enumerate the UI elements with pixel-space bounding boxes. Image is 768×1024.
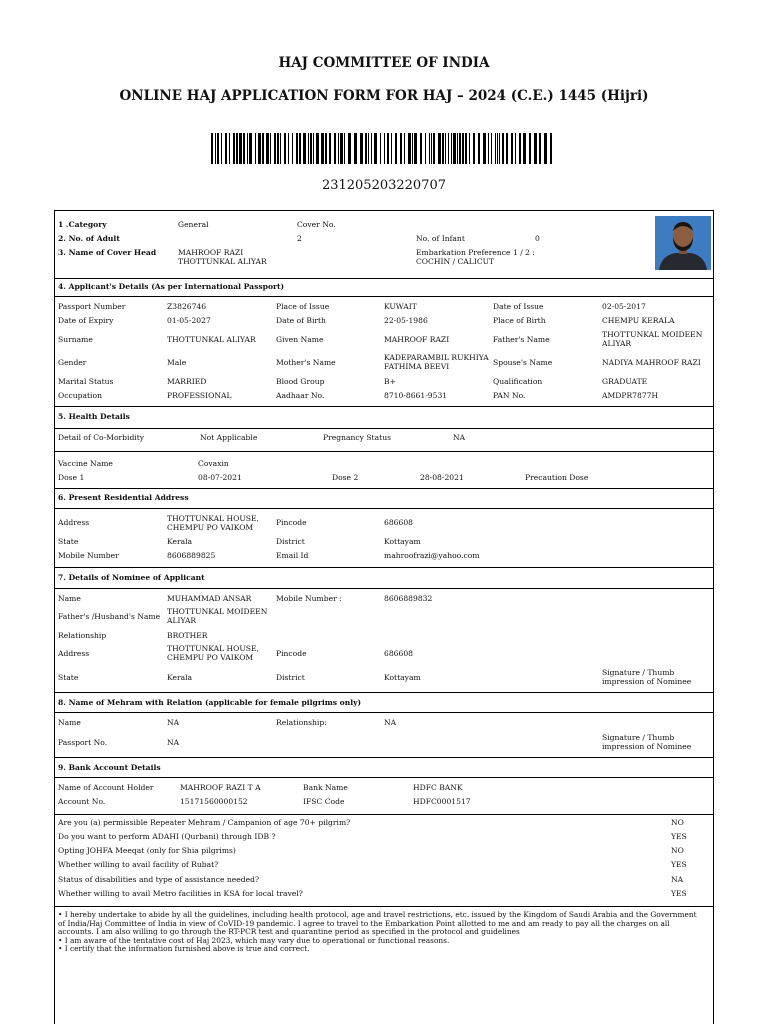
nominee-relation-label: Relationship [58,631,107,640]
divider [55,488,713,489]
cover-head-label: 3. Name of Cover Head [58,248,157,257]
nominee-signature-line2: impression of Nominee [602,677,692,686]
infant-value: 0 [535,234,540,243]
dose1-label: Dose 1 [58,473,85,482]
divider [55,508,713,509]
divider [55,428,713,429]
answer-2: YES [671,832,687,841]
mehram-relation-label: Relationship: [276,718,327,727]
address-label: Address [58,518,90,527]
declaration-line-1: • I hereby undertake to abide by all the guidelines, including health protocol, age and travel restrictions, etc. issued by the Kingdom of Saudi Arabia and the Government of India/Haj Committee of India in view of CoVID-19 pandemic. I agree to travel to the Embarkation Point allotted to me and am ready to pay all the charges on all accounts. I am also willing to go through the RT-PCR test and quarantine period as specified in the protocol and guidelines [58,910,697,937]
state-label: State [58,537,79,546]
adult-value: 2 [297,234,302,243]
nominee-father-line2: ALIYAR [167,616,197,625]
pregnancy-label: Pregnancy Status [323,433,391,442]
occupation-value: PROFESSIONAL [167,391,232,400]
mehram-section-title: 8. Name of Mehram with Relation (applicable for female pilgrims only) [58,698,362,707]
divider [55,588,713,589]
spouse-label: Spouse's Name [493,358,553,367]
aadhaar-label: Aadhaar No. [276,391,325,400]
divider [55,692,713,693]
vaccine-value: Covaxin [198,459,229,468]
mehram-name-value: NA [167,718,180,727]
declaration-line-2: • I am aware of the tentative cost of Haj 2023, which may vary due to operational or functional reasons. [58,935,450,945]
given-name-value: MAHROOF RAZI [384,335,450,344]
qualification-value: GRADUATE [602,377,648,386]
account-no-value: 15171560000152 [180,797,248,806]
expiry-value: 01-05-2027 [167,316,211,325]
vaccine-label: Vaccine Name [58,459,113,468]
blood-value: B+ [384,377,396,386]
expiry-label: Date of Expiry [58,316,114,325]
email-label: Email Id [276,551,309,560]
question-5: Status of disabilities and type of assistance needed? [58,875,260,884]
pincode-value: 686608 [384,518,413,527]
email-value: mahroofrazi@yahoo.com [384,551,480,560]
ifsc-label: IFSC Code [303,797,345,806]
qualification-label: Qualification [493,377,543,386]
divider [55,567,713,568]
mehram-relation-value: NA [384,718,397,727]
nominee-signature-line1: Signature / Thumb [602,668,675,677]
declaration [58,911,706,954]
declaration-line-3: • I certify that the information furnished above is true and correct. [58,944,310,954]
account-holder-label: Name of Account Holder [58,783,154,792]
nominee-name-value: MUHAMMAD ANSAR [167,594,252,603]
answer-5: NA [671,875,684,884]
cover-head-line2: THOTTUNKAL ALIYAR [178,257,267,266]
embarkation-label: Embarkation Preference 1 / 2 : [416,248,535,257]
divider [55,814,713,815]
category-label: 1 .Category [58,220,107,229]
account-no-label: Account No. [58,797,106,806]
dose2-label: Dose 2 [332,473,359,482]
passport-no-label: Passport Number [58,302,126,311]
divider [55,906,713,907]
gender-label: Gender [58,358,87,367]
pregnancy-value: NA [453,433,466,442]
pan-label: PAN No. [493,391,526,400]
mehram-signature-line2: impression of Nominee [602,742,692,751]
nominee-district-label: District [276,673,305,682]
residence-section-title: 6. Present Residential Address [58,493,189,502]
nominee-name-label: Name [58,594,81,603]
answer-6: YES [671,889,687,898]
divider [55,712,713,713]
nominee-relation-value: BROTHER [167,631,208,640]
answer-4: YES [671,860,687,869]
mother-label: Mother's Name [276,358,336,367]
divider [55,278,713,279]
applicant-photo [655,216,711,270]
adult-label: 2. No. of Adult [58,234,120,243]
nominee-address-label: Address [58,649,90,658]
divider [55,406,713,407]
mobile-value: 8606889825 [167,551,216,560]
barcode [211,133,555,164]
mehram-passport-label: Passport No. [58,738,108,747]
father-line1: THOTTUNKAL MOIDEEN [602,330,703,339]
district-value: Kottayam [384,537,421,546]
marital-label: Marital Status [58,377,114,386]
blood-label: Blood Group [276,377,325,386]
state-value: Kerala [167,537,193,546]
bank-name-label: Bank Name [303,783,348,792]
answer-1: NO [671,818,684,827]
ifsc-value: HDFC0001517 [413,797,471,806]
comorbidity-label: Detail of Co-Morbidity [58,433,145,442]
divider [55,757,713,758]
infant-label: No. of Infant [416,234,465,243]
pob-value: CHEMPU KERALA [602,316,675,325]
date-issue-label: Date of Issue [493,302,544,311]
health-section-title: 5. Health Details [58,412,130,421]
precaution-label: Precaution Dose [525,473,589,482]
pob-label: Place of Birth [493,316,546,325]
org-title: HAJ COMMITTEE OF INDIA [278,55,490,71]
mother-line2: FATHIMA BEEVI [384,362,450,371]
father-line2: ALIYAR [602,339,632,348]
nominee-address-line2: CHEMPU PO VAIKOM [167,653,254,662]
bank-name-value: HDFC BANK [413,783,463,792]
question-2: Do you want to perform ADAHI (Qurbani) through IDB ? [58,832,276,841]
place-issue-value: KUWAIT [384,302,417,311]
nominee-mobile-value: 8606889832 [384,594,433,603]
question-4: Whether willing to avail facility of Rubat? [58,860,219,869]
nominee-section-title: 7. Details of Nominee of Applicant [58,573,205,582]
place-issue-label: Place of Issue [276,302,330,311]
bank-section-title: 9. Bank Account Details [58,763,161,772]
nominee-state-label: State [58,673,79,682]
pincode-label: Pincode [276,518,307,527]
mobile-label: Mobile Number [58,551,119,560]
nominee-district-value: Kottayam [384,673,421,682]
comorbidity-value: Not Applicable [200,433,258,442]
dob-value: 22-05-1986 [384,316,428,325]
occupation-label: Occupation [58,391,102,400]
surname-label: Surname [58,335,93,344]
divider [55,451,713,452]
father-label: Father's Name [493,335,550,344]
nominee-father-line1: THOTTUNKAL MOIDEEN [167,607,268,616]
cover-head-line1: MAHROOF RAZI [178,248,244,257]
question-1: Are you (a) permissible Repeater Mehram / Campanion of age 70+ pilgrim? [58,818,351,827]
answer-3: NO [671,846,684,855]
address-line2: CHEMPU PO VAIKOM [167,523,254,532]
nominee-father-label: Father's /Husband's Name [58,612,161,621]
aadhaar-value: 8710-8661-9531 [384,391,448,400]
dob-label: Date of Birth [276,316,326,325]
dose2-value: 28-08-2021 [420,473,464,482]
nominee-pincode-value: 686608 [384,649,413,658]
spouse-value: NADIYA MAHROOF RAZI [602,358,701,367]
form-title: ONLINE HAJ APPLICATION FORM FOR HAJ – 2024 (C.E.) 1445 (Hijri) [119,88,649,104]
mother-line1: KADEPARAMBIL RUKHIYA [384,353,489,362]
address-line1: THOTTUNKAL HOUSE, [167,514,259,523]
nominee-state-value: Kerala [167,673,193,682]
passport-no-value: Z3826746 [167,302,207,311]
mehram-signature-line1: Signature / Thumb [602,733,675,742]
mehram-passport-value: NA [167,738,180,747]
question-3: Opting JOHFA Meeqat (only for Shia pilgrims) [58,846,236,855]
nominee-pincode-label: Pincode [276,649,307,658]
nominee-mobile-label: Mobile Number : [276,594,342,603]
given-name-label: Given Name [276,335,324,344]
gender-value: Male [167,358,187,367]
applicant-section-title: 4. Applicant's Details (As per International Passport) [58,282,285,291]
date-issue-value: 02-05-2017 [602,302,646,311]
question-6: Whether willing to avail Metro facilities in KSA for local travel? [58,889,303,898]
cover-no-label: Cover No. [297,220,336,229]
pan-value: AMDPR7877H [602,391,659,400]
divider [55,777,713,778]
nominee-address-line1: THOTTUNKAL HOUSE, [167,644,259,653]
marital-value: MARRIED [167,377,207,386]
category-value: General [178,220,209,229]
embarkation-value: COCHIN / CALICUT [416,257,495,266]
dose1-value: 08-07-2021 [198,473,242,482]
divider [55,296,713,297]
account-holder-value: MAHROOF RAZI T A [180,783,261,792]
surname-value: THOTTUNKAL ALIYAR [167,335,256,344]
mehram-name-label: Name [58,718,81,727]
district-label: District [276,537,305,546]
application-number: 231205203220707 [321,178,447,193]
